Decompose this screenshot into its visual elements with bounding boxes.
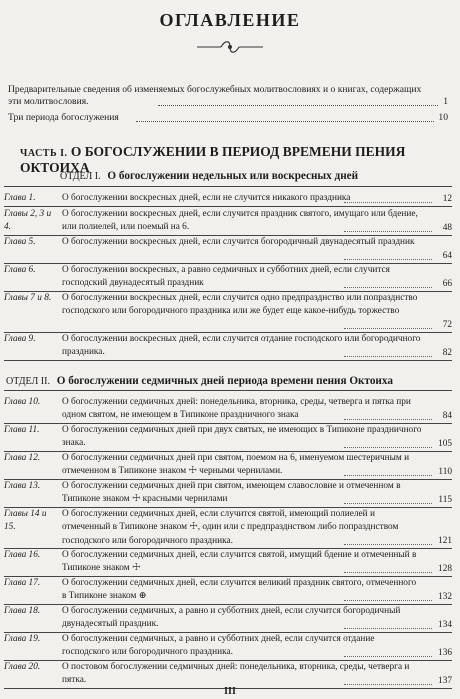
entry-text: О богослужении воскресных дней, если случится одно предпразднство или попразднство господского или богородичного праздника или же будет еще какое-нибудь торжество [62, 293, 418, 317]
table-rule [4, 390, 452, 391]
page-number: 132 [438, 591, 452, 602]
section-heading-2 [6, 375, 393, 387]
leader-dots [344, 475, 432, 476]
page-number: 136 [438, 647, 452, 658]
toc-entry [4, 192, 452, 206]
part-title: О БОГОСЛУЖЕНИИ В ПЕРИОД ВРЕМЕНИ ПЕНИЯ ОКТОИХА [20, 144, 406, 175]
chapter-label: Глава 19. [4, 634, 41, 644]
page-number: 115 [438, 494, 452, 505]
page-number: 128 [438, 563, 452, 574]
leader-dots [344, 356, 432, 357]
leader-dots [344, 684, 432, 685]
toc-entry [4, 605, 452, 632]
page-number: 10 [438, 112, 448, 123]
page-number: 1 [443, 96, 448, 107]
page-number: 12 [442, 193, 452, 204]
leader-dots [344, 447, 432, 448]
toc-entry [4, 208, 452, 235]
page-number: 66 [442, 278, 452, 289]
leader-dots [344, 544, 432, 545]
leader-dots [344, 328, 432, 329]
chapter-label: Глава 9. [4, 334, 36, 344]
page-footer-numeral: III [224, 686, 236, 697]
entry-text: О богослужении седмичных дней, если случится великий праздник святого, отмеченного в Типиконе знаком ⊕ [62, 578, 417, 602]
entry-text: О богослужении седмичных дней при святом, имеющем славословие и отмеченном в Типиконе знаком ☩ красными чернилами [62, 481, 401, 505]
chapter-label: Глава 13. [4, 481, 41, 491]
intro-text: Три периода богослужения [8, 112, 119, 123]
page-number: 64 [442, 250, 452, 261]
leader-dots [158, 105, 438, 106]
chapter-label: Главы 14 и 15. [4, 509, 47, 533]
intro-entry-2 [8, 112, 452, 124]
entry-text: О богослужении седмичных дней при святом, поемом на 6, именуемом шестеричным и отмеченном в Типиконе знаком ☩ черными чернилами. [62, 453, 410, 477]
toc-entry [4, 508, 452, 548]
chapter-label: Глава 18. [4, 606, 41, 616]
entry-text: О богослужении воскресных, а равно седмичных и субботних дней, если случится господский двунадесятый праздник [62, 265, 390, 289]
leader-dots [344, 572, 432, 573]
chapter-label: Глава 16. [4, 550, 41, 560]
leader-dots [344, 419, 432, 420]
leader-dots [136, 121, 434, 122]
chapter-label: Главы 7 и 8. [4, 293, 52, 303]
toc-entry [4, 424, 452, 451]
table-rule [4, 206, 452, 207]
chapter-label: Глава 1. [4, 193, 36, 203]
chapter-label: Глава 12. [4, 453, 41, 463]
toc-entry [4, 480, 452, 507]
section-label: ОТДЕЛ I. [60, 171, 101, 182]
entry-text: О богослужении седмичных дней, если случится святой, имеющий полиелей и отмеченный в Типиконе знаком ☩, один или с предпразднством либо попразднством господского или богородичного праздника. [62, 509, 399, 546]
leader-dots [344, 202, 432, 203]
toc-entry [4, 264, 452, 291]
entry-text: О богослужении седмичных, а равно и субботних дней, если случится отдание господского или богородичного праздника. [62, 634, 375, 658]
section-title: О богослужении седмичных дней периода времени пения Октоиха [56, 375, 393, 387]
entry-text: О постовом богослужении седмичных дней: понедельника, вторника, среды, четверга и пятка. [62, 662, 410, 686]
page-number: 105 [438, 438, 452, 449]
leader-dots [344, 503, 432, 504]
section-label: ОТДЕЛ II. [6, 376, 50, 387]
chapter-label: Глава 10. [4, 397, 41, 407]
entry-text: О богослужении седмичных дней при двух святых, не имеющих в Типиконе праздничного знака. [62, 425, 422, 449]
chapter-label: Глава 17. [4, 578, 41, 588]
page-title: ОГЛАВЛЕНИЕ [159, 10, 301, 30]
part-label: ЧАСТЬ I. [20, 148, 68, 159]
chapter-label: Глава 20. [4, 662, 41, 672]
section-title: О богослужении недельных или воскресных дней [107, 170, 359, 182]
toc-entry [4, 292, 452, 332]
leader-dots [344, 287, 432, 288]
toc-entry [4, 452, 452, 479]
toc-entry [4, 236, 452, 263]
page-number: 84 [442, 410, 452, 421]
leader-dots [344, 600, 432, 601]
chapter-label: Глава 6. [4, 265, 36, 275]
leader-dots [344, 628, 432, 629]
ornament-divider [195, 38, 265, 56]
leader-dots [344, 259, 432, 260]
toc-entry [4, 661, 452, 688]
leader-dots [344, 231, 432, 232]
chapter-label: Глава 5. [4, 237, 36, 247]
chapter-label: Глава 11. [4, 425, 40, 435]
page-number: 137 [438, 675, 452, 686]
entry-text: О богослужении седмичных, а равно и субботних дней, если случится богородичный двунадесятый праздник. [62, 606, 401, 630]
chapter-label: Главы 2, 3 и 4. [4, 209, 52, 233]
page-number: 72 [442, 319, 452, 330]
toc-entry [4, 549, 452, 576]
toc-entry [4, 633, 452, 660]
section-heading-1 [60, 170, 358, 182]
page-number: 82 [442, 347, 452, 358]
intro-text: Предварительные сведения об изменяемых богослужебных молитвословиях и о книгах, содержащих эти молитвословия. [8, 84, 422, 107]
toc-entry [4, 577, 452, 604]
toc-entry [4, 396, 452, 423]
entry-text: О богослужении воскресных дней, если случится отдание господского или богородичного праздника. [62, 334, 421, 358]
page-number: 110 [438, 466, 452, 477]
entry-text: О богослужении воскресных дней, если случится праздник святого, имущаго или бдение, или полиелей, или поемый на 6. [62, 209, 418, 233]
intro-entry-1 [8, 84, 452, 108]
table-rule [4, 360, 452, 361]
entry-text: О богослужении седмичных дней, если случится святой, имущий бдение и отмеченный в Типиконе знаком ☩ [62, 550, 417, 574]
entry-text: О богослужении воскресных дней, если случится богородичный двунадесятый праздник [62, 237, 415, 247]
toc-entry [4, 333, 452, 360]
entry-text: О богослужении воскресных дней, если не случится никакого праздника [62, 193, 351, 203]
page-number: 121 [438, 535, 452, 546]
page-number: 134 [438, 619, 452, 630]
leader-dots [344, 656, 432, 657]
page-number: 48 [442, 222, 452, 233]
entry-text: О богослужении седмичных дней: понедельника, вторника, среды, четверга и пятка при одном святом, не имеющем в Типиконе праздничного знака [62, 397, 411, 421]
table-rule [4, 186, 452, 187]
